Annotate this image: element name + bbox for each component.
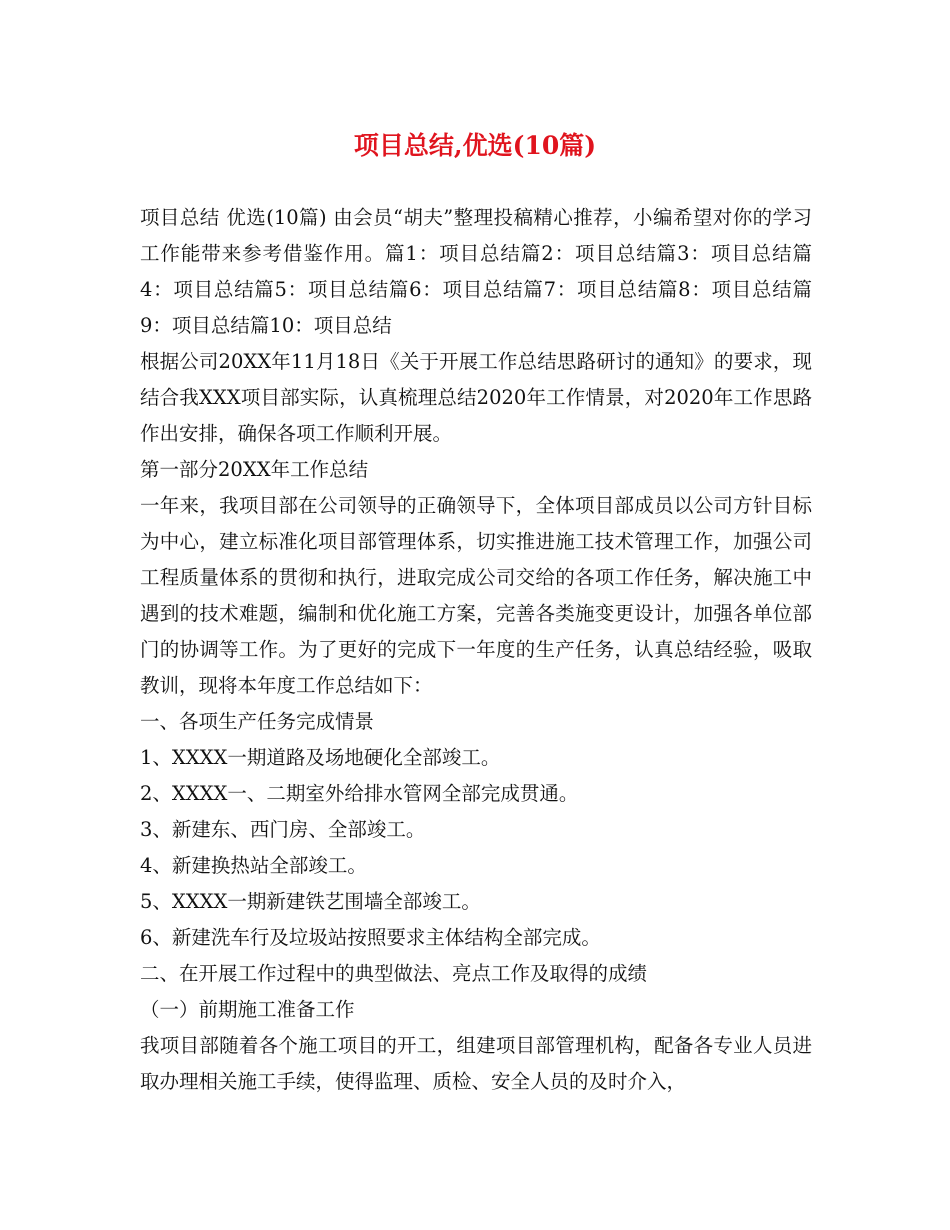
list-item-1: 1、XXXX一期道路及场地硬化全部竣工。 — [140, 746, 501, 769]
list-item-3: 3、新建东、西门房、全部竣工。 — [140, 818, 426, 841]
paragraph-intro: 项目总结 优选(10篇) 由会员“胡夫”整理投稿精心推荐，小编希望对你的学习工作能带来参考借鉴作用。篇1：项目总结篇2：项目总结篇3：项目总结篇4：项目总结篇5：项目总结篇6：项目总结篇7：项目总结篇8：项目总结篇9：项目总结篇10：项目总结 — [140, 206, 812, 337]
paragraph-overview: 一年来，我项目部在公司领导的正确领导下，全体项目部成员以公司方针目标为中心，建立标准化项目部管理体系，切实推进施工技术管理工作，加强公司工程质量体系的贯彻和执行，进取完成公司交给的各项工作任务，解决施工中遇到的技术难题，编制和优化施工方案，完善各类施变更设计，加强各单位部门的协调等工作。为了更好的完成下一年度的生产任务，认真总结经验，吸取教训，现将本年度工作总结如下： — [140, 494, 812, 697]
section-heading-practices: 二、在开展工作过程中的典型做法、亮点工作及取得的成绩 — [140, 962, 648, 985]
paragraph-background: 根据公司20XX年11月18日《关于开展工作总结思路研讨的通知》的要求，现结合我XXX项目部实际，认真梳理总结2020年工作情景，对2020年工作思路作出安排，确保各项工作顺利开展。 — [140, 350, 812, 445]
section-heading-part-one: 第一部分20XX年工作总结 — [140, 458, 369, 481]
subsection-heading-preparation: （一）前期施工准备工作 — [140, 998, 355, 1021]
document-title: 项目总结,优选(10篇) — [353, 131, 597, 160]
list-item-5: 5、XXXX一期新建铁艺围墙全部竣工。 — [140, 890, 481, 913]
paragraph-preparation: 我项目部随着各个施工项目的开工，组建项目部管理机构，配备各专业人员进取办理相关施工手续，使得监理、质检、安全人员的及时介入， — [140, 1034, 812, 1093]
list-item-6: 6、新建洗车行及垃圾站按照要求主体结构全部完成。 — [140, 926, 601, 949]
list-item-4: 4、新建换热站全部竣工。 — [140, 854, 367, 877]
section-heading-tasks: 一、各项生产任务完成情景 — [140, 710, 375, 733]
document-body — [140, 200, 812, 1100]
list-item-2: 2、XXXX一、二期室外给排水管网全部完成贯通。 — [140, 782, 579, 805]
